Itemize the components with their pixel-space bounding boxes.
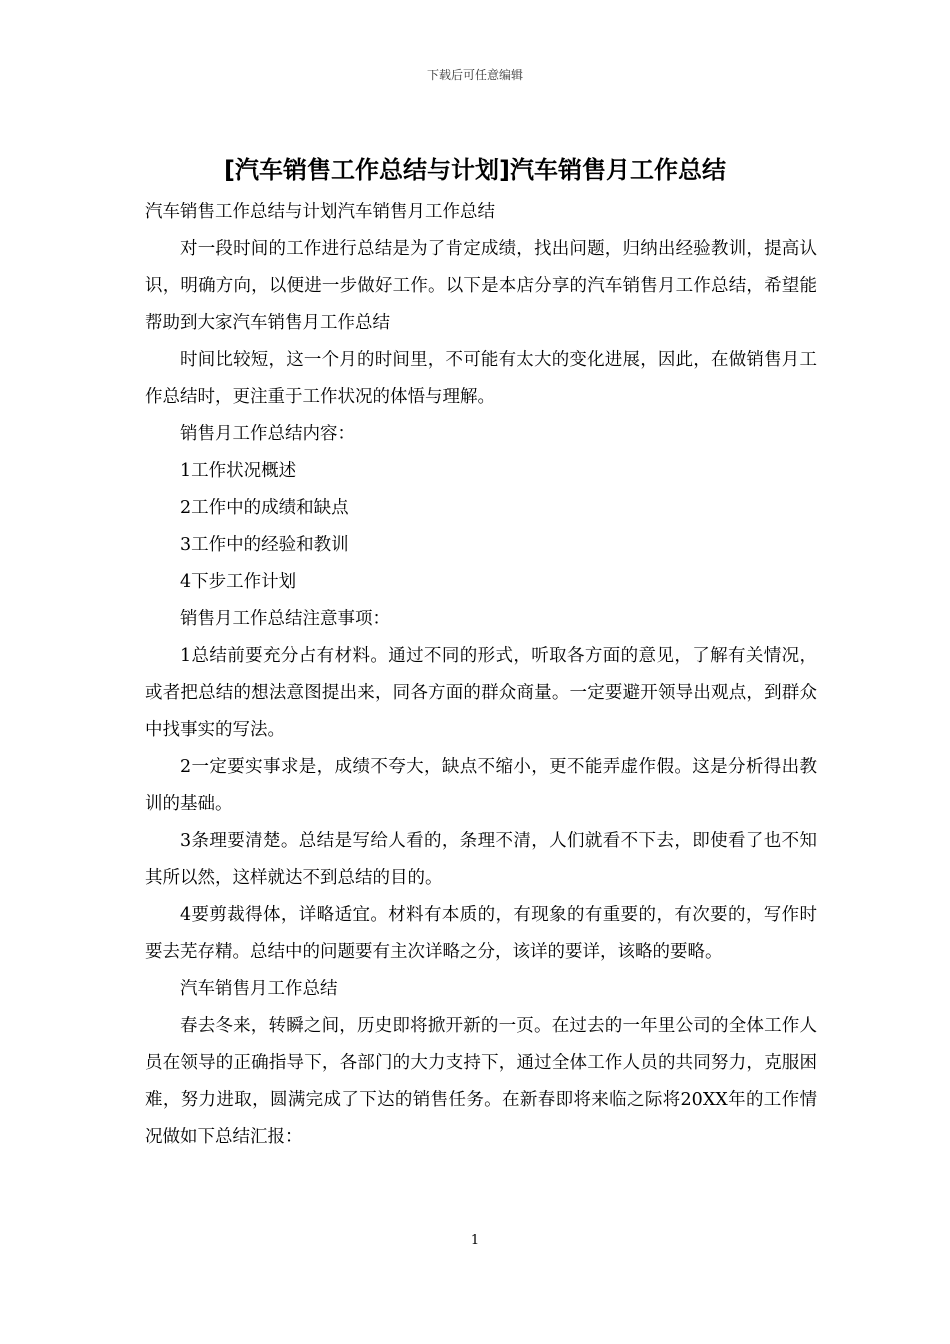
section-heading: 汽车销售月工作总结 [180, 979, 338, 999]
paragraph: 3条理要清楚。总结是写给人看的，条理不清，人们就看不下去，即使看了也不知其所以然，这样就达不到总结的目的。 [145, 831, 817, 888]
paragraph: 4要剪裁得体，详略适宜。材料有本质的，有现象的有重要的，有次要的，写作时要去芜存精。总结中的问题要有主次详略之分，该详的要详，该略的要略。 [145, 905, 817, 962]
paragraph: 销售月工作总结注意事项： [180, 609, 390, 629]
document-body [145, 194, 817, 1156]
document-title: [汽车销售工作总结与计划]汽车销售月工作总结 [224, 156, 726, 184]
page-header: 下载后可任意编辑 [426, 68, 523, 82]
paragraph: 汽车销售工作总结与计划汽车销售月工作总结 [145, 202, 495, 222]
paragraph: 春去冬来，转瞬之间，历史即将掀开新的一页。在过去的一年里公司的全体工作人员在领导的正确指导下，各部门的大力支持下，通过全体工作人员的共同努力，克服困难，努力进取，圆满完成了下达的销售任务。在新春即将来临之际将20XX年的工作情况做如下总结汇报： [145, 1016, 817, 1147]
page-number: 1 [470, 1233, 480, 1248]
list-item: 1工作状况概述 [180, 461, 297, 481]
paragraph: 对一段时间的工作进行总结是为了肯定成绩，找出问题，归纳出经验教训，提高认识，明确方向，以便进一步做好工作。以下是本店分享的汽车销售月工作总结，希望能帮助到大家汽车销售月工作总结 [145, 239, 817, 333]
list-item: 4下步工作计划 [180, 572, 297, 592]
paragraph: 销售月工作总结内容： [180, 424, 355, 444]
list-item: 3工作中的经验和教训 [180, 535, 349, 555]
paragraph: 1总结前要充分占有材料。通过不同的形式，听取各方面的意见，了解有关情况，或者把总结的想法意图提出来，同各方面的群众商量。一定要避开领导出观点，到群众中找事实的写法。 [145, 646, 817, 740]
paragraph: 2一定要实事求是，成绩不夸大，缺点不缩小，更不能弄虚作假。这是分析得出教训的基础。 [145, 757, 817, 814]
list-item: 2工作中的成绩和缺点 [180, 498, 349, 518]
paragraph: 时间比较短，这一个月的时间里，不可能有太大的变化进展，因此，在做销售月工作总结时，更注重于工作状况的体悟与理解。 [145, 350, 817, 407]
